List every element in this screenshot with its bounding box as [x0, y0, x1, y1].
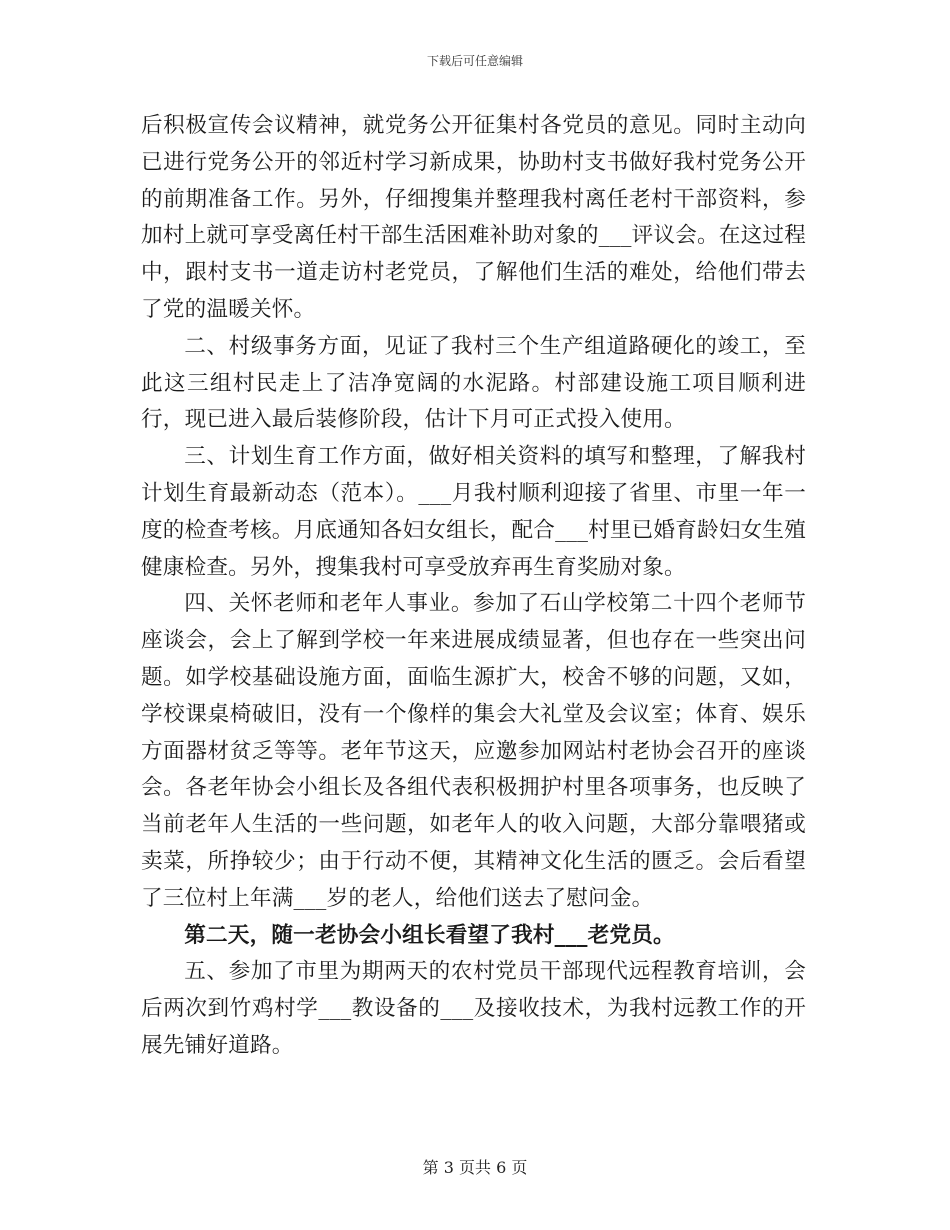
- paragraph-3: 三、计划生育工作方面，做好相关资料的填写和整理，了解我村计划生育最新动态（范本）。___月我村顺利迎接了省里、市里一年一度的检查考核。月底通知各妇女组长，配合___村里已婚育龄妇女生殖健康检查。另外，搜集我村可享受放弃再生育奖励对象。: [141, 444, 807, 580]
- paragraph-5: 第二天，随一老协会小组长看望了我村___老党员。: [184, 922, 675, 948]
- page-footer: 第 3 页共 6 页: [422, 1158, 528, 1177]
- paragraph-1: 后积极宣传会议精神，就党务公开征集村各党员的意见。同时主动向已进行党务公开的邻近村学习新成果，协助村支书做好我村党务公开的前期准备工作。另外，仔细搜集并整理我村离任老村干部资料，参加村上就可享受离任村干部生活困难补助对象的___评议会。在这过程中，跟村支书一道走访村老党员，了解他们生活的难处，给他们带去了党的温暖关怀。: [141, 113, 807, 322]
- document-body: [141, 108, 806, 1065]
- paragraph-2: 二、村级事务方面，见证了我村三个生产组道路硬化的竣工，至此这三组村民走上了洁净宽阔的水泥路。村部建设施工项目顺利进行，现已进入最后装修阶段，估计下月可正式投入使用。: [141, 333, 806, 433]
- paragraph-6: 五、参加了市里为期两天的农村党员干部现代远程教育培训，会后两次到竹鸡村学___教设备的___及接收技术，为我村远教工作的开展先铺好道路。: [141, 959, 806, 1058]
- paragraph-4: 四、关怀老师和老年人事业。参加了石山学校第二十四个老师节座谈会，会上了解到学校一年来进展成绩显著，但也存在一些突出问题。如学校基础设施方面，面临生源扩大，校舍不够的问题，又如，学校课桌椅破旧，没有一个像样的集会大礼堂及会议室；体育、娱乐方面器材贫乏等等。老年节这天，应邀参加网站村老协会召开的座谈会。各老年协会小组长及各组代表积极拥护村里各项事务，也反映了当前老年人生活的一些问题，如老年人的收入问题，大部分靠喂猪或卖菜，所挣较少；由于行动不便，其精神文化生活的匮乏。会后看望了三位村上年满___岁的老人，给他们送去了慰问金。: [141, 591, 806, 911]
- page-header: 下载后可任意编辑: [426, 54, 523, 68]
